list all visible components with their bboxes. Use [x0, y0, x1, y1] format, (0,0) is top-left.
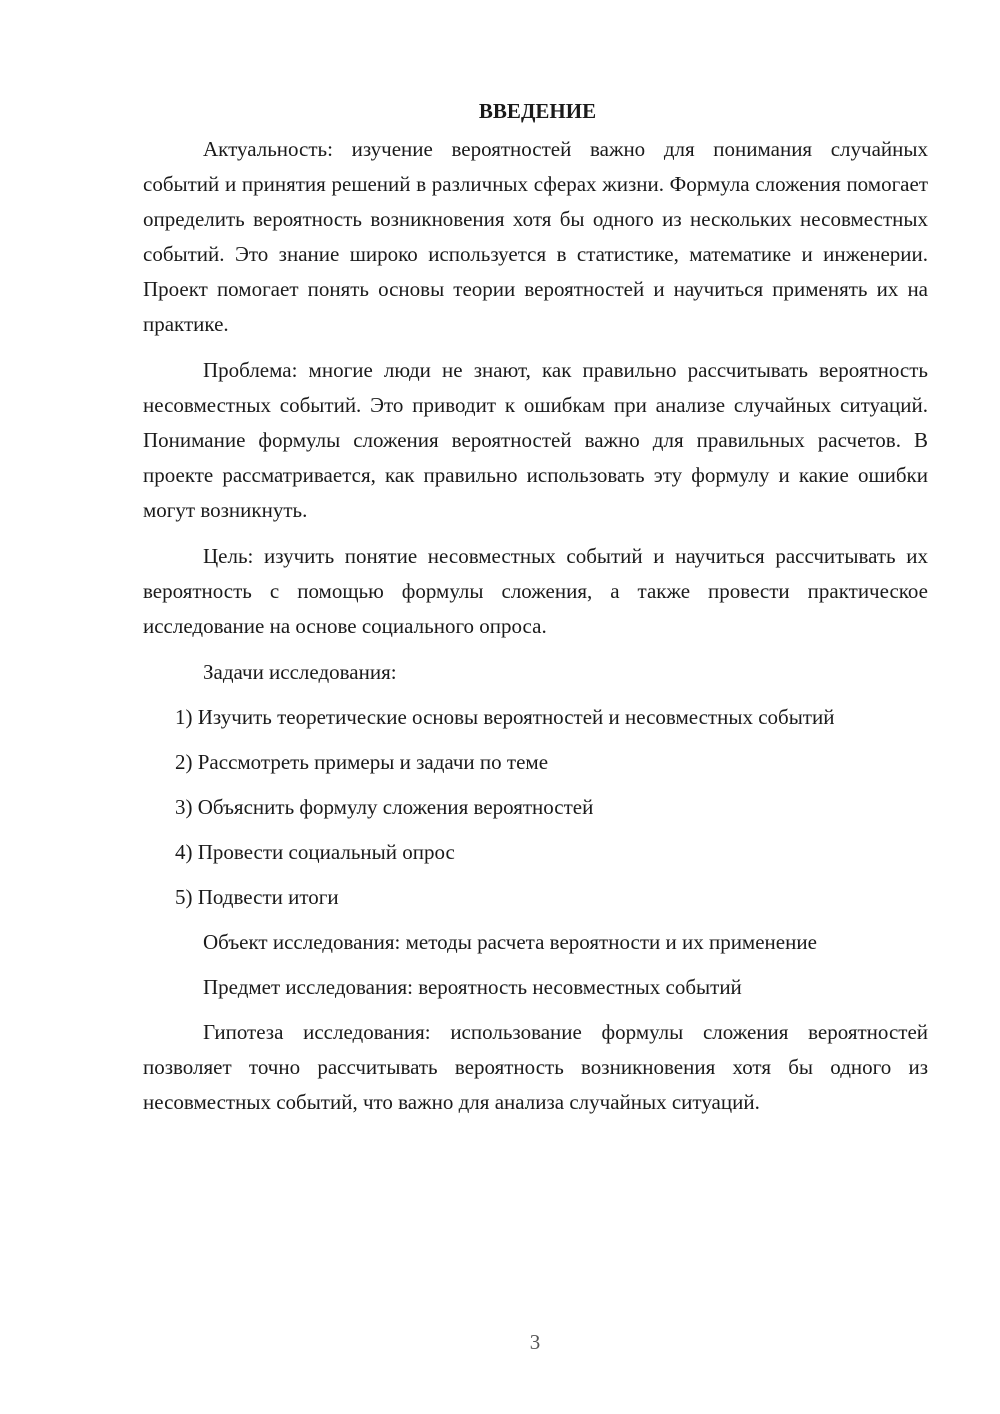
- task-item: 4) Провести социальный опрос: [175, 840, 455, 864]
- relevance-paragraph: Актуальность: изучение вероятностей важно для понимания случайных событий и принятия решений в различных сферах жизни. Формула сложения помогает определить вероятность возникновения хотя бы одного из нескольких несовместных событий. Это знание широко используется в статистике, математике и инженерии. Проект помогает понять основы теории вероятностей и научиться применять их на практике.: [143, 137, 928, 336]
- task-item: 3) Объяснить формулу сложения вероятностей: [175, 795, 594, 819]
- task-item: 1) Изучить теоретические основы вероятностей и несовместных событий: [175, 705, 835, 729]
- task-item: 2) Рассмотреть примеры и задачи по теме: [175, 750, 549, 774]
- page-number: 3: [529, 1330, 541, 1354]
- section-heading: ВВЕДЕНИЕ: [478, 99, 597, 123]
- goal-paragraph: Цель: изучить понятие несовместных событий и научиться рассчитывать их вероятность с помощью формулы сложения, а также провести практическое исследование на основе социального опроса.: [143, 544, 928, 638]
- tasks-title: Задачи исследования:: [203, 660, 397, 684]
- object-line: Объект исследования: методы расчета вероятности и их применение: [203, 930, 817, 954]
- problem-paragraph: Проблема: многие люди не знают, как правильно рассчитывать вероятность несовместных событий. Это приводит к ошибкам при анализе случайных ситуаций. Понимание формулы сложения вероятностей важно для правильных расчетов. В проекте рассматривается, как правильно использовать эту формулу и какие ошибки могут возникнуть.: [143, 358, 928, 522]
- document-page: [143, 94, 928, 1131]
- subject-line: Предмет исследования: вероятность несовместных событий: [203, 975, 742, 999]
- hypothesis-paragraph: Гипотеза исследования: использование формулы сложения вероятностей позволяет точно рассчитывать вероятность возникновения хотя бы одного из несовместных событий, что важно для анализа случайных ситуаций.: [143, 1020, 928, 1114]
- task-item: 5) Подвести итоги: [175, 885, 339, 909]
